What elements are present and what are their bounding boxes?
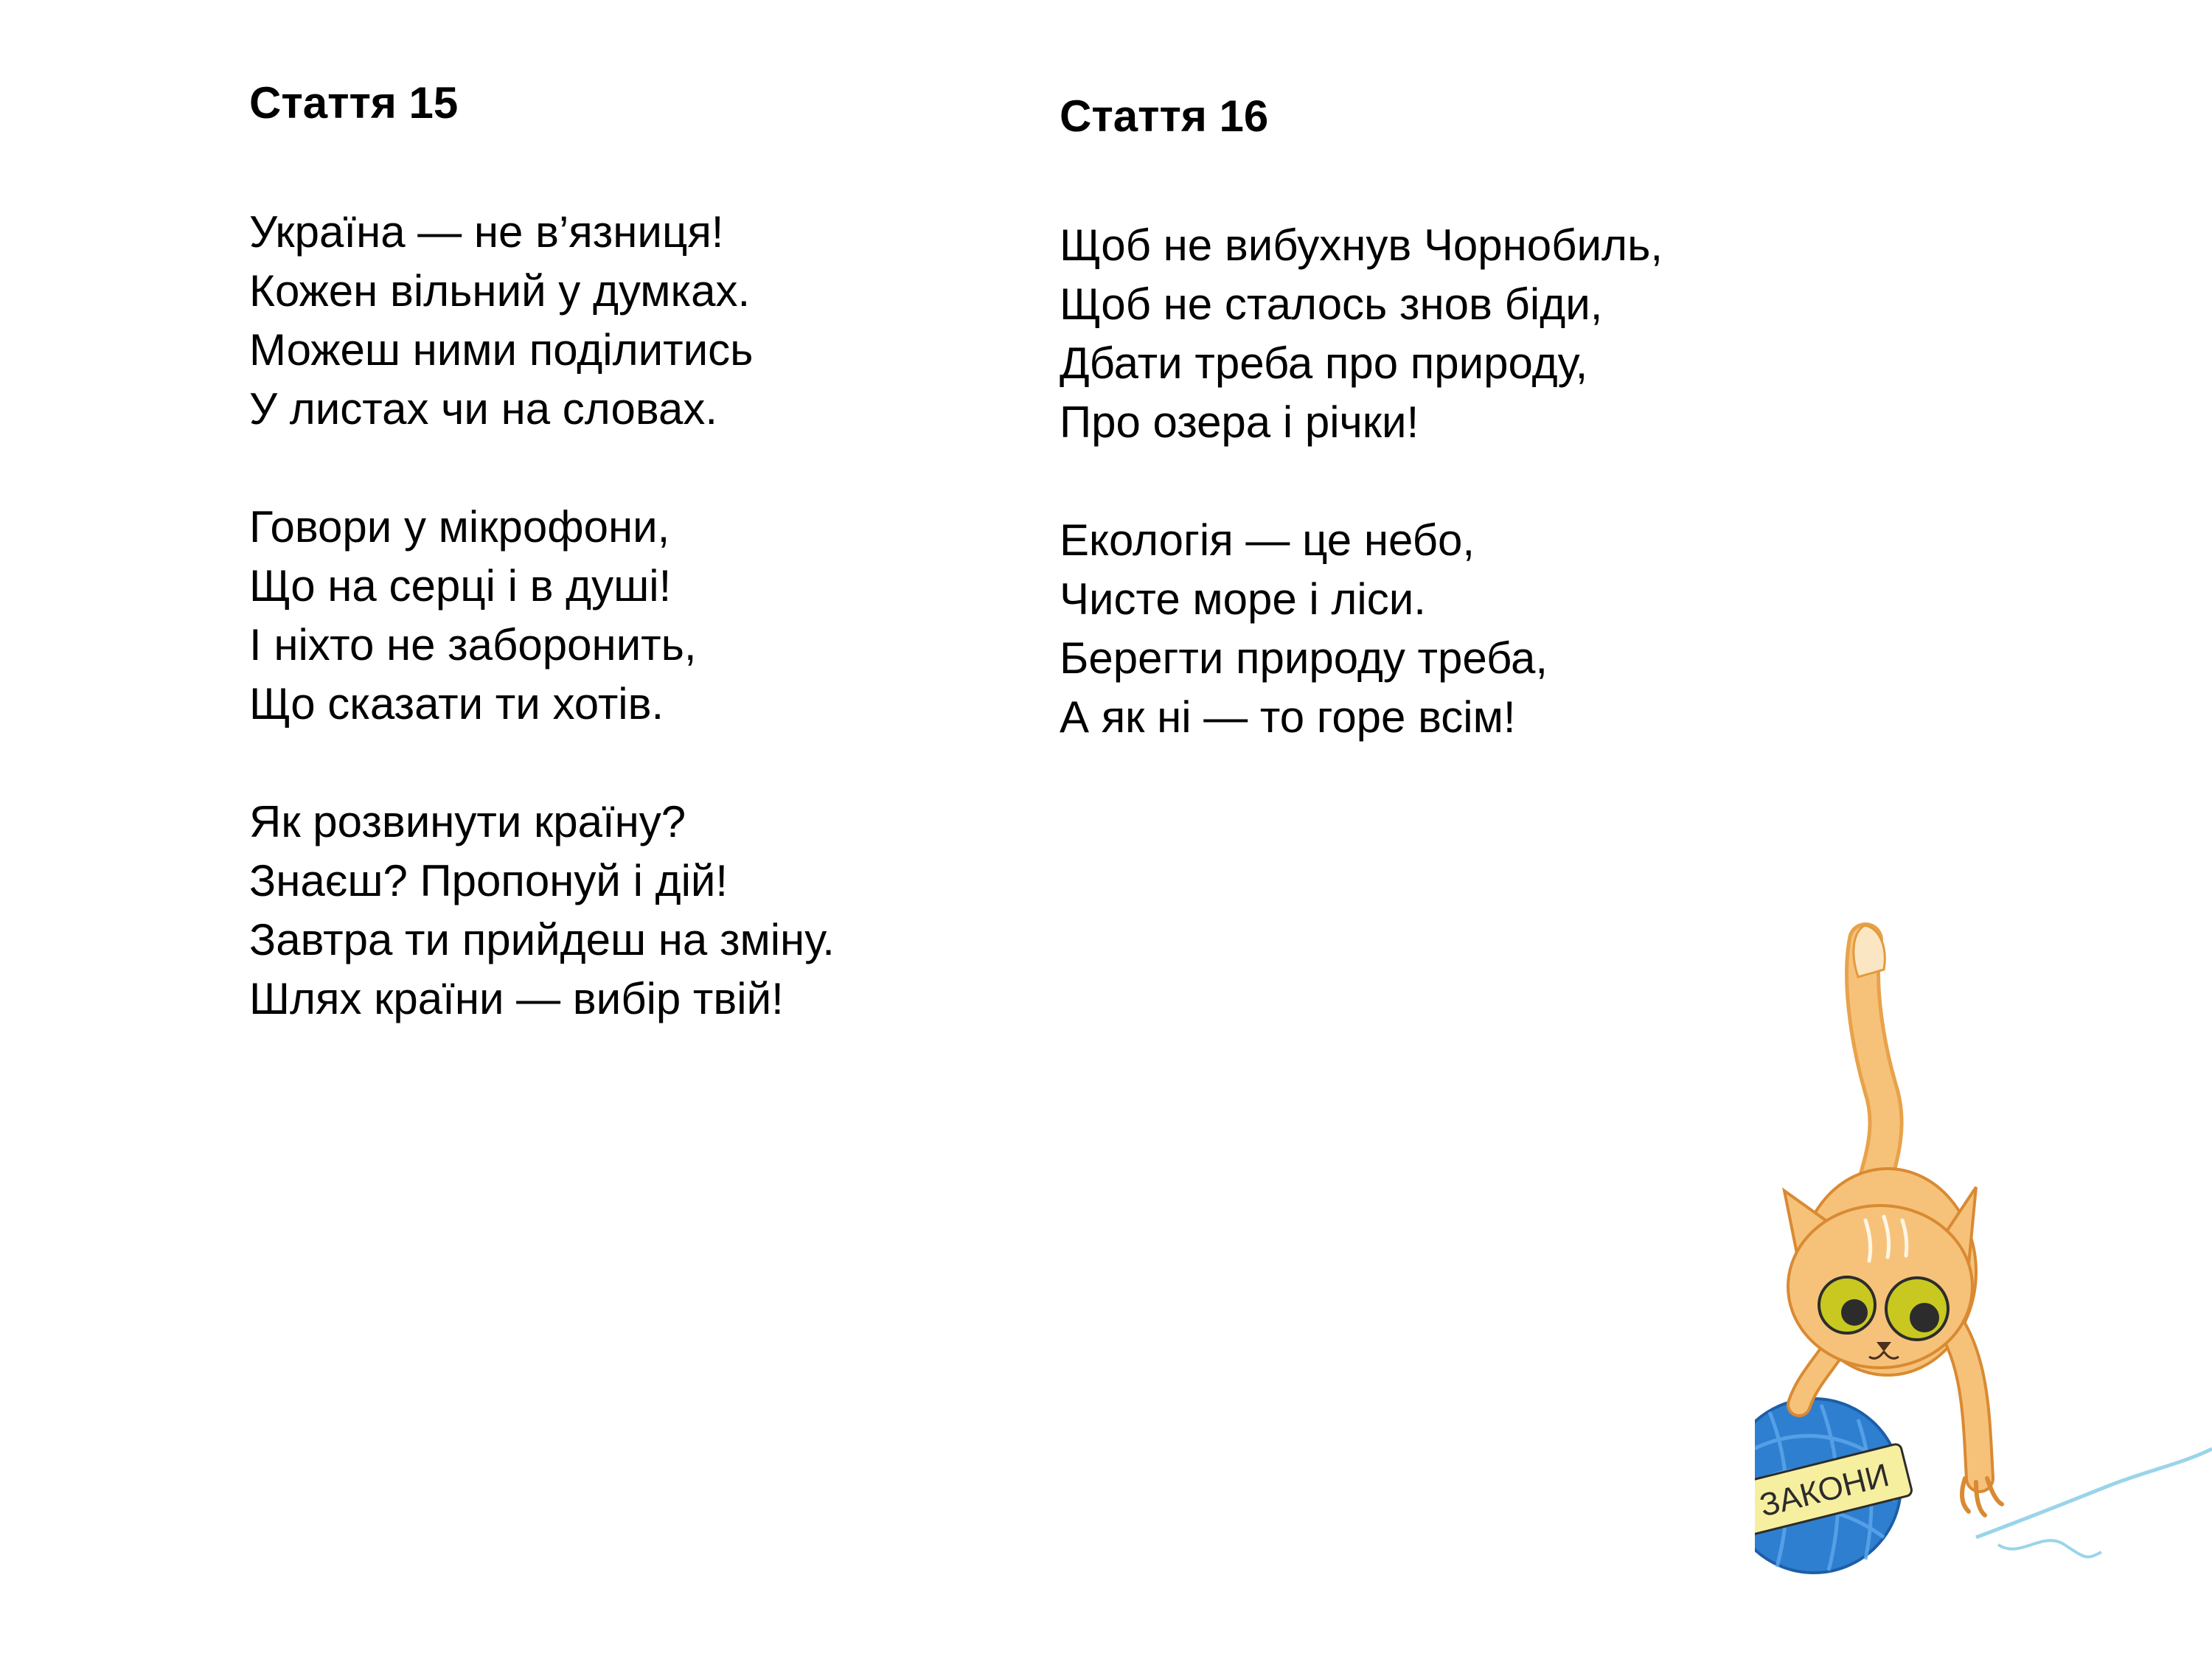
verse-line: Шлях країни — вибір твій! [249,974,784,1023]
verse-line: Як розвинути країну? [249,797,686,846]
verse-line: У листах чи на словах. [249,384,718,434]
stanza [1060,216,1663,452]
verse-line: Говори у мікрофони, [249,502,670,552]
verse-line: Чисте море і ліси. [1060,574,1426,624]
article-16 [1060,87,1663,747]
stanza [249,793,835,1029]
article-title: Стаття 16 [1060,91,1269,141]
verse-line: І ніхто не заборонить, [249,620,697,669]
yarn-thread [1976,1449,2212,1537]
verse-line: Про озера і річки! [1060,397,1419,447]
cat-with-yarn-illustration [1755,896,2212,1604]
verse-line: Що на серці і в душі! [249,561,672,611]
verse-line: Дбати треба про природу, [1060,338,1588,388]
verse-line: Знаєш? Пропонуй і дій! [249,856,728,905]
verse-line: Завтра ти прийдеш на зміну. [249,915,835,964]
verse-line: А як ні — то горе всім! [1060,692,1516,742]
verse-line: Щоб не вибухнув Чорнобиль, [1060,220,1663,270]
verse-line: Що сказати ти хотів. [249,679,664,728]
stanza [249,498,835,734]
verse-line: Екологія — це небо, [1060,515,1475,565]
verse-line: Щоб не сталось знов біди, [1060,279,1603,329]
yarn-label-text: ЗАКОНИ [1756,1456,1893,1524]
verse-line: Берегти природу треба, [1060,633,1548,683]
stanza [249,203,835,439]
verse-line: Україна — не в’язниця! [249,207,724,257]
article-title: Стаття 15 [249,78,459,128]
yarn-thread-loop [1998,1540,2101,1557]
stanza [1060,511,1663,747]
article-15 [249,74,835,1029]
verse-line: Кожен вільний у думках. [249,266,751,316]
verse-line: Можеш ними поділитись [249,325,754,375]
